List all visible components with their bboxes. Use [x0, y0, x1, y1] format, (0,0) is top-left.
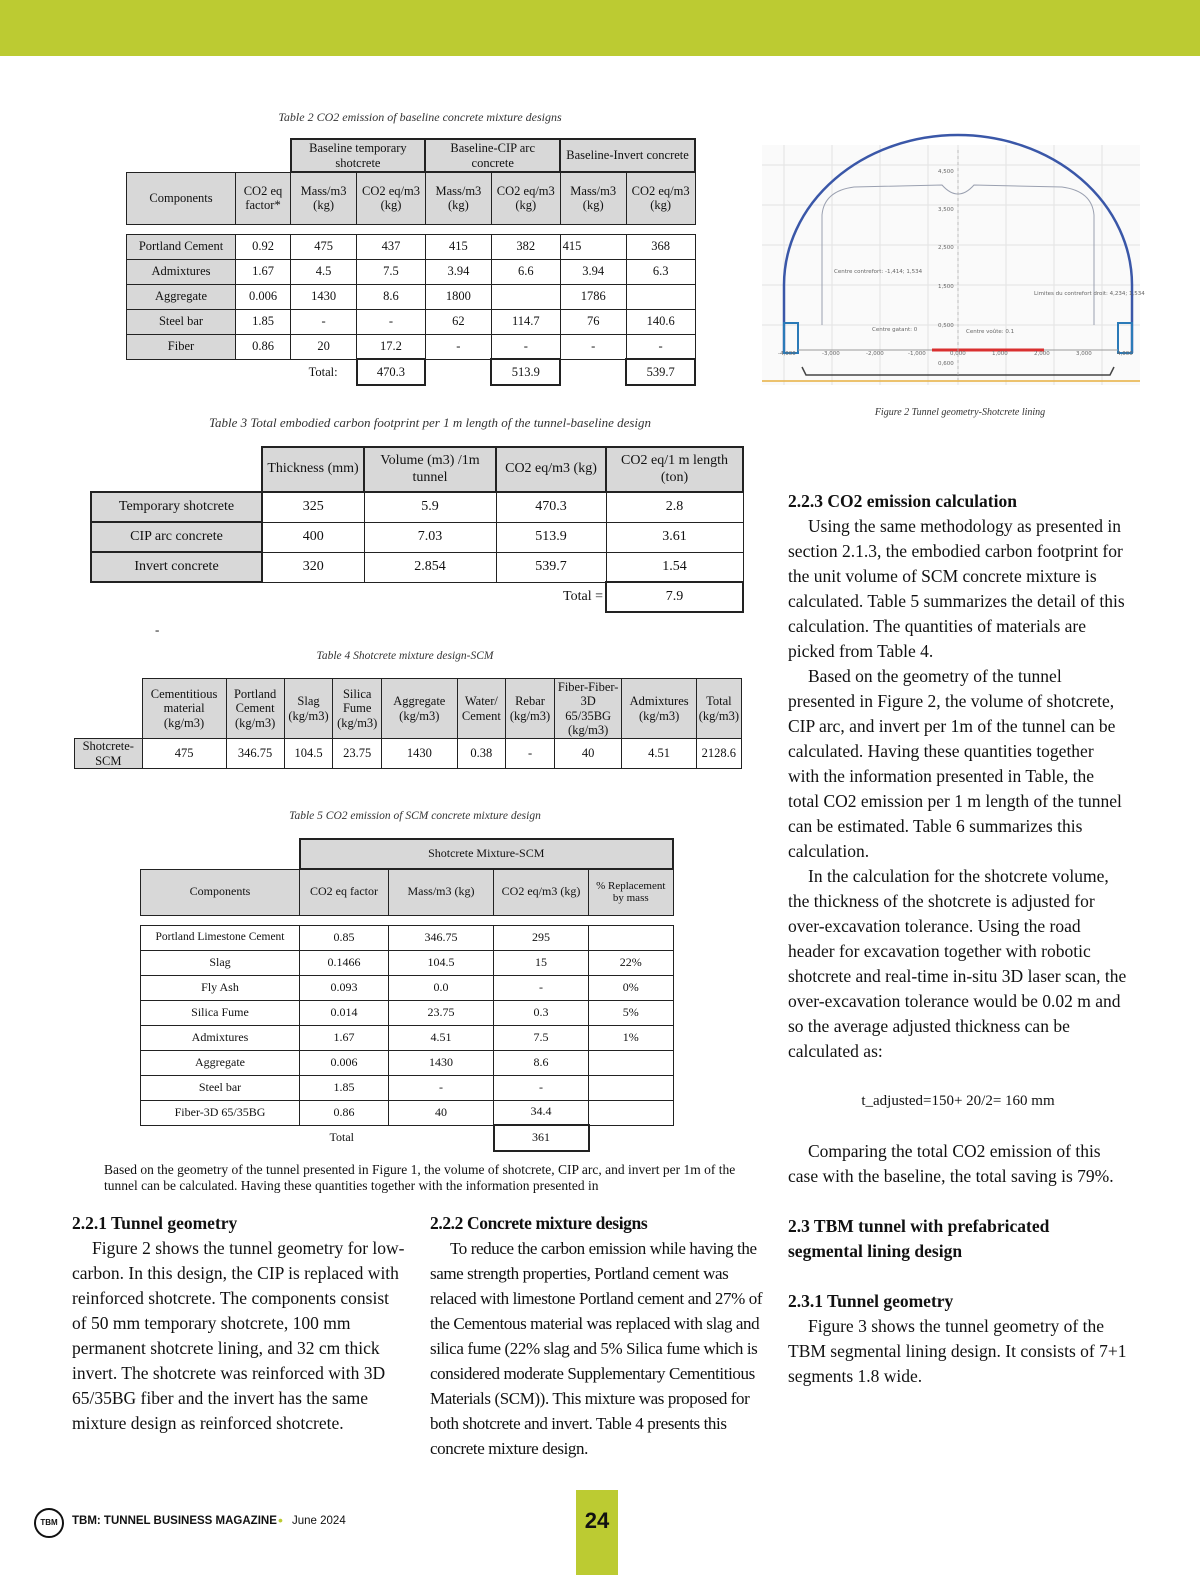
table2-cell: - [291, 309, 357, 334]
table5-cell: - [494, 975, 589, 1000]
table2-col-header: Mass/m3 (kg) [291, 172, 357, 224]
fig-tick: -1,000 [908, 351, 926, 357]
table5-cell: 0.85 [300, 925, 389, 950]
tbm-logo [34, 1508, 64, 1538]
table2-cell: 368 [626, 234, 695, 259]
table3-cell: 3.61 [606, 522, 743, 552]
table2-cell: 0.92 [236, 234, 291, 259]
overflow-text [104, 1162, 744, 1193]
table2-cell: 3.94 [560, 259, 626, 284]
table2-group-header: Baseline temporary shotcrete [291, 139, 426, 172]
fig-label: Limites du contrefort droit: 4,234; 1,534 [1034, 291, 1145, 297]
table4-cell: 346.75 [226, 739, 284, 769]
fig-tick: -4,000 [778, 351, 796, 357]
table2-cell: 6.6 [491, 259, 560, 284]
table2-caption: Table 2 CO2 emission of baseline concrete mixture designs [278, 110, 562, 124]
table5-cell: 346.75 [389, 925, 494, 950]
table2-cell: 140.6 [626, 309, 695, 334]
table-row [127, 309, 696, 334]
table5-group-header: Shotcrete Mixture-SCM [300, 839, 674, 869]
table4-cell: 1430 [382, 739, 457, 769]
table-row [141, 1025, 674, 1050]
fig-label: 0,500 [938, 323, 954, 329]
table5-cell: - [389, 1075, 494, 1100]
table4-col-header: Water/ Cement [457, 679, 506, 739]
table3-cell: 2.8 [606, 492, 743, 522]
table5-cell: 0.86 [300, 1100, 389, 1125]
table5-cell: 0.014 [300, 1000, 389, 1025]
issue-date: June 2024 [292, 1515, 346, 1527]
table-row [127, 259, 696, 284]
overflow-text-content: Based on the geometry of the tunnel presented in Figure 1, the volume of shotcrete, CIP arc, and invert per 1m of the tunnel can be calculated. Having these quantities together with the information presented in [104, 1162, 736, 1193]
fig-tick: -3,000 [822, 351, 840, 357]
table2-cell: 1786 [560, 284, 626, 309]
table3-cell: CIP arc concrete [91, 522, 262, 552]
column-2 [430, 1211, 766, 1461]
table-row [91, 522, 743, 552]
table3-cell: 2.854 [364, 552, 496, 582]
table2-cell: 475 [291, 234, 357, 259]
table5-cell: Fly Ash [141, 975, 300, 1000]
table2-cell: 3.94 [425, 259, 491, 284]
table5-cell: 0.1466 [300, 950, 389, 975]
table3-cell: 539.7 [496, 552, 606, 582]
fig-tick: 2,000 [1034, 351, 1050, 357]
table3 [90, 446, 744, 613]
table2-cell: 4.5 [291, 259, 357, 284]
table5-cell: 40 [389, 1100, 494, 1125]
table2-cell: - [626, 334, 695, 359]
section-heading: 2.3.1 Tunnel geometry [788, 1291, 954, 1311]
table5-total-label: Total [329, 1130, 354, 1145]
table2-cell: 1800 [425, 284, 491, 309]
table5-cell: Slag [141, 950, 300, 975]
table4-col-header: Portland Cement (kg/m3) [226, 679, 284, 739]
figure2-tunnel-geometry [762, 145, 1145, 385]
fig-tick: -2,000 [866, 351, 884, 357]
table3-cell: 325 [262, 492, 364, 522]
table3-col-header: Volume (m3) /1m tunnel [364, 447, 496, 492]
table5-cell: 15 [494, 950, 589, 975]
table5-col-header: CO2 eq/m3 (kg) [494, 869, 589, 915]
table5-cell: Steel bar [141, 1075, 300, 1100]
table2-cell: 62 [425, 309, 491, 334]
section-heading: 2.2.1 Tunnel geometry [72, 1213, 238, 1233]
table5-caption: Table 5 CO2 emission of SCM concrete mixture design [289, 810, 541, 822]
table-row [127, 334, 696, 359]
table2-cell: 382 [491, 234, 560, 259]
table4-col-header: Total (kg/m3) [696, 679, 741, 739]
table4-caption: Table 4 Shotcrete mixture design-SCM [316, 650, 494, 662]
table5-cell: 22% [589, 950, 674, 975]
fig-label: Centre contrefort: -1,414; 1,534 [834, 269, 923, 275]
table5-cell: Silica Fume [141, 1000, 300, 1025]
table5-cell: 5% [589, 1000, 674, 1025]
table4-col-header: Cementitious material (kg/m3) [142, 679, 226, 739]
table2-cell: 76 [560, 309, 626, 334]
table2-cell: Fiber [127, 334, 236, 359]
table-row [75, 739, 742, 769]
table3-cell: 470.3 [496, 492, 606, 522]
table2-cell: - [491, 334, 560, 359]
table2-cell [491, 284, 560, 309]
table5-cell: 1.85 [300, 1075, 389, 1100]
table5-cell: 1% [589, 1025, 674, 1050]
table4-col-header: Admixtures (kg/m3) [622, 679, 696, 739]
footer-bullet: • [278, 1512, 283, 1528]
stray-dash: - [155, 622, 160, 637]
table2-cell: Portland Cement [127, 234, 236, 259]
table5-cell: 8.6 [494, 1050, 589, 1075]
table5-cell: Aggregate [141, 1050, 300, 1075]
table2-group-header: Baseline-Invert concrete [560, 139, 695, 172]
table4-cell: 23.75 [333, 739, 382, 769]
table5-cell: 4.51 [389, 1025, 494, 1050]
table2-cell: 8.6 [357, 284, 426, 309]
table2-cell: 1.85 [236, 309, 291, 334]
table5-cell [589, 1100, 674, 1125]
table4-col-header: Silica Fume (kg/m3) [333, 679, 382, 739]
table5-cell [589, 925, 674, 950]
table4-col-header: Aggregate (kg/m3) [382, 679, 457, 739]
body-paragraph: Using the same methodology as presented in section 2.1.3, the embodied carbon footprint for the unit volume of SCM concrete mixture is calculated. Table 5 summarizes the detail of this calculation. The quantities of materials are picked from Table 4. [788, 516, 1125, 661]
table5-cell: 295 [494, 925, 589, 950]
table2-cell: - [425, 334, 491, 359]
table4-cell: 4.51 [622, 739, 696, 769]
table5-cell: Portland Limestone Cement [141, 925, 300, 950]
table-row [141, 1100, 674, 1125]
section-heading: 2.2.3 CO2 emission calculation [788, 491, 1017, 511]
table2-cell: Steel bar [127, 309, 236, 334]
fig-label: 4,500 [938, 169, 954, 175]
table3-total-label: Total = [563, 589, 603, 605]
table4-cell: 0.38 [457, 739, 506, 769]
table4-cell: - [506, 739, 555, 769]
table4-col-header: Fiber-Fiber-3D 65/35BG (kg/m3) [554, 679, 622, 739]
table5-cell: - [494, 1075, 589, 1100]
table5-cell: 0.093 [300, 975, 389, 1000]
table2-cell: 20 [291, 334, 357, 359]
table2-col-header: Components [127, 172, 236, 224]
table2-col-header: Mass/m3 (kg) [560, 172, 626, 224]
table3-total: 7.9 [606, 582, 743, 612]
table3-cell: 7.03 [364, 522, 496, 552]
column-1 [72, 1211, 407, 1436]
footer [30, 1508, 1180, 1548]
table5 [140, 838, 674, 1152]
table2-col-header: CO2 eq/m3 (kg) [491, 172, 560, 224]
table2-cell: 114.7 [491, 309, 560, 334]
body-paragraph: Comparing the total CO2 emission of this case with the baseline, the total saving is 79%. [788, 1141, 1114, 1186]
figure2-caption: Figure 2 Tunnel geometry-Shotcrete lining [874, 407, 1046, 418]
fig-tick: 0,000 [950, 351, 966, 357]
table5-cell: 0.3 [494, 1000, 589, 1025]
table3-cell: Invert concrete [91, 552, 262, 582]
table5-cell: 0.006 [300, 1050, 389, 1075]
table2-cell: 6.3 [626, 259, 695, 284]
table5-cell: 23.75 [389, 1000, 494, 1025]
table3-cell: 513.9 [496, 522, 606, 552]
table2 [126, 138, 696, 386]
table3-caption: Table 3 Total embodied carbon footprint per 1 m length of the tunnel-baseline design [208, 415, 652, 430]
fig-label: 1,500 [938, 284, 954, 290]
table2-col-header: CO2 eq/m3 (kg) [626, 172, 695, 224]
table5-cell: 1.67 [300, 1025, 389, 1050]
table2-cell: 1.67 [236, 259, 291, 284]
table5-cell: 7.5 [494, 1025, 589, 1050]
table2-cell: Aggregate [127, 284, 236, 309]
table2-total: 539.7 [626, 359, 695, 385]
table4-cell: 2128.6 [696, 739, 741, 769]
table2-cell: 415 [425, 234, 491, 259]
table2-cell: - [560, 334, 626, 359]
table3-cell: Temporary shotcrete [91, 492, 262, 522]
table4-col-header: Slag (kg/m3) [284, 679, 333, 739]
fig-label: Centre voûte: 0.1 [966, 329, 1015, 335]
fig-label: 3,500 [938, 207, 954, 213]
table-row [141, 975, 674, 1000]
table5-cell: Fiber-3D 65/35BG [141, 1100, 300, 1125]
table2-col-header: CO2 eq factor* [236, 172, 291, 224]
tbm-logo-text: TBM [40, 1518, 58, 1527]
table3-cell: 400 [262, 522, 364, 552]
table-row [91, 552, 743, 582]
table2-cell: 415 [560, 234, 626, 259]
page-number: 24 [584, 1508, 610, 1533]
table2-total-label: Total: [308, 365, 338, 380]
table5-cell: Admixtures [141, 1025, 300, 1050]
table5-col-header: CO2 eq factor [300, 869, 389, 915]
fig-label: Centre gatant: 0 [872, 327, 918, 333]
table2-col-header: Mass/m3 (kg) [425, 172, 491, 224]
table3-col-header: CO2 eq/m3 (kg) [496, 447, 606, 492]
table2-total: 513.9 [491, 359, 560, 385]
table2-total: 470.3 [357, 359, 426, 385]
table5-cell: 104.5 [389, 950, 494, 975]
table-row [141, 1075, 674, 1100]
tunnel-drawing [762, 145, 1145, 385]
table2-cell: Admixtures [127, 259, 236, 284]
table5-col-header: % Replacement by mass [589, 869, 674, 915]
fig-label: 2,500 [938, 245, 954, 251]
table5-cell: 0.0 [389, 975, 494, 1000]
fig-label: 0,600 [938, 361, 954, 367]
section-heading: 2.2.2 Concrete mixture designs [430, 1213, 648, 1233]
body-paragraph: Figure 2 shows the tunnel geometry for low-carbon. In this design, the CIP is replaced with reinforced shotcrete. The components consist of 50 mm temporary shotcrete, 100 mm permanent shotcrete lining, and 32 cm thick invert. The shotcrete was reinforced with 3D 65/35BG fiber and the invert has the same mixture design as reinforced shotcrete. [72, 1238, 405, 1433]
table-row [91, 492, 743, 522]
table2-cell: 1430 [291, 284, 357, 309]
table5-cell: 0% [589, 975, 674, 1000]
table-row [141, 950, 674, 975]
table4-cell: 104.5 [284, 739, 333, 769]
table5-total: 361 [494, 1125, 589, 1151]
body-paragraph: In the calculation for the shotcrete volume, the thickness of the shotcrete is adjusted for over-excavation tolerance. Using the road header for excavation together with robotic shotcrete and real-time in-situ 3D laser scan, the over-excavation tolerance would be 0.02 m and so the average adjusted thickness can be calculated as: [788, 866, 1127, 1061]
table5-cell: 1430 [389, 1050, 494, 1075]
table-row [127, 234, 696, 259]
table2-group-header: Baseline-CIP arc concrete [425, 139, 560, 172]
table4-cell: 40 [554, 739, 622, 769]
column-3 [788, 489, 1128, 1389]
table5-cell: 34.4 [494, 1100, 589, 1125]
table5-col-header: Components [141, 869, 300, 915]
fig-tick: 1,000 [992, 351, 1008, 357]
table4 [74, 678, 742, 769]
formula: t_adjusted=150+ 20/2= 160 mm [861, 1093, 1055, 1109]
table2-cell: 0.86 [236, 334, 291, 359]
body-paragraph: Figure 3 shows the tunnel geometry of the TBM segmental lining design. It consists of 7+1 segments 1.8 wide. [788, 1316, 1127, 1386]
table5-cell [589, 1075, 674, 1100]
table-row [141, 925, 674, 950]
table2-cell: 0.006 [236, 284, 291, 309]
table-row [127, 284, 696, 309]
table4-row-label: Shotcrete-SCM [75, 739, 143, 769]
table2-cell: 17.2 [357, 334, 426, 359]
body-paragraph: Based on the geometry of the tunnel presented in Figure 2, the volume of shotcrete, CIP arc, and invert per 1m of the tunnel can be calculated. Having these quantities together with the information presented in Table, the total CO2 emission per 1 m length of the tunnel can be estimated. Table 6 summarizes this calculation. [788, 666, 1122, 861]
table5-col-header: Mass/m3 (kg) [389, 869, 494, 915]
fig-tick: 4,000 [1117, 351, 1133, 357]
magazine-name: TBM: TUNNEL BUSINESS MAGAZINE [72, 1515, 277, 1527]
table2-cell: 437 [357, 234, 426, 259]
fig-tick: 3,000 [1076, 351, 1092, 357]
table4-cell: 475 [142, 739, 226, 769]
table2-col-header: CO2 eq/m3 (kg) [357, 172, 426, 224]
table2-cell [626, 284, 695, 309]
table-row [141, 1050, 674, 1075]
table3-col-header: Thickness (mm) [262, 447, 364, 492]
table2-cell: - [357, 309, 426, 334]
body-paragraph: To reduce the carbon emission while having the same strength properties, Portland cement was relaced with limestone Portland cement and 27% of the Cementous material was replaced with slag and silica fume (22% slag and 5% Silica fume which is considered moderate Supplementary Cementitious Materials (SCM)). This mixture was proposed for both shotcrete and invert. Table 4 presents this concrete mixture design. [430, 1239, 763, 1458]
table3-cell: 1.54 [606, 552, 743, 582]
table2-cell: 7.5 [357, 259, 426, 284]
top-accent-bar [0, 0, 1200, 56]
table3-cell: 320 [262, 552, 364, 582]
table4-col-header: Rebar (kg/m3) [506, 679, 555, 739]
section-heading: 2.3 TBM tunnel with prefabricated segmental lining design [788, 1216, 1050, 1261]
table5-cell [589, 1050, 674, 1075]
table3-col-header: CO2 eq/1 m length (ton) [606, 447, 743, 492]
table-row [141, 1000, 674, 1025]
table3-cell: 5.9 [364, 492, 496, 522]
